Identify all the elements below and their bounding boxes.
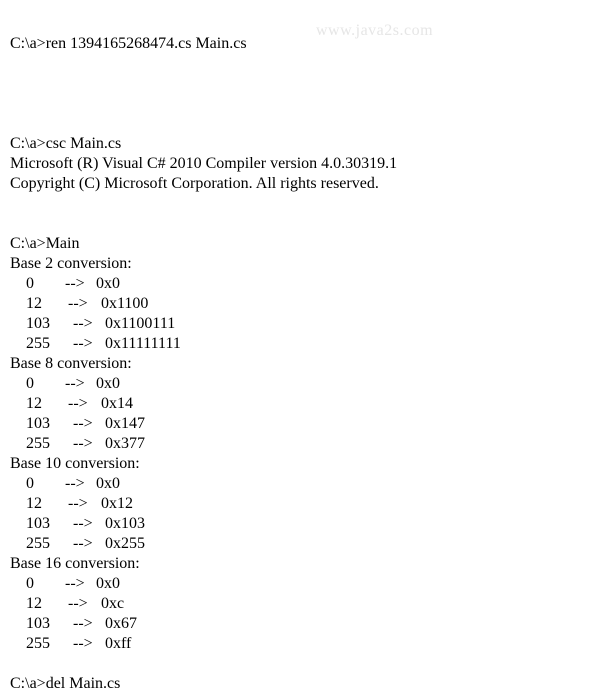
blank-line	[10, 214, 590, 234]
arrow-symbol: -->	[73, 315, 93, 332]
conversion-row	[10, 594, 590, 614]
arrow-symbol: -->	[68, 395, 88, 412]
conversion-row	[10, 334, 590, 354]
arrow-symbol: -->	[68, 595, 88, 612]
converted-value: 0x1100111	[105, 315, 176, 332]
input-number: 103	[26, 315, 50, 332]
conversion-row	[10, 274, 590, 294]
arrow-symbol: -->	[65, 275, 85, 292]
input-number: 255	[26, 535, 50, 552]
conversion-row	[10, 514, 590, 534]
blank-line	[10, 194, 590, 214]
conversion-heading: Base 8 conversion:	[10, 355, 132, 372]
input-number: 103	[26, 615, 50, 632]
arrow-symbol: -->	[68, 495, 88, 512]
arrow-symbol: -->	[73, 435, 93, 452]
arrow-symbol: -->	[65, 575, 85, 592]
conversion-heading: Base 2 conversion:	[10, 255, 132, 272]
conversion-row	[10, 374, 590, 394]
conversion-row	[10, 534, 590, 554]
conversion-row	[10, 314, 590, 334]
conversion-heading: Base 10 conversion:	[10, 455, 140, 472]
arrow-symbol: -->	[73, 635, 93, 652]
arrow-symbol: -->	[73, 615, 93, 632]
blank-line	[10, 74, 590, 94]
blank-line	[10, 54, 590, 74]
input-number: 12	[26, 595, 42, 612]
blank-line	[10, 654, 590, 674]
conversion-row	[10, 634, 590, 654]
arrow-symbol: -->	[73, 515, 93, 532]
conversion-row	[10, 574, 590, 594]
converted-value: 0x0	[96, 375, 120, 392]
input-number: 0	[26, 375, 34, 392]
arrow-symbol: -->	[73, 335, 93, 352]
converted-value: 0x11111111	[105, 335, 181, 352]
converted-value: 0x103	[105, 515, 145, 532]
converted-value: 0x12	[101, 495, 133, 512]
command-line-ren: C:\a>ren 1394165268474.cs Main.cs	[10, 35, 247, 52]
input-number: 255	[26, 335, 50, 352]
command-line-main: C:\a>Main	[10, 235, 80, 252]
conversion-row	[10, 394, 590, 414]
arrow-symbol: -->	[65, 375, 85, 392]
arrow-symbol: -->	[73, 535, 93, 552]
converted-value: 0xff	[105, 635, 132, 652]
input-number: 12	[26, 295, 42, 312]
input-number: 0	[26, 475, 34, 492]
conversion-row	[10, 414, 590, 434]
converted-value: 0x255	[105, 535, 145, 552]
converted-value: 0x0	[96, 475, 120, 492]
converted-value: 0x0	[96, 575, 120, 592]
console-output	[10, 34, 590, 694]
converted-value: 0x147	[105, 415, 145, 432]
watermark-text: www.java2s.com	[316, 22, 434, 39]
conversion-row	[10, 474, 590, 494]
input-number: 0	[26, 575, 34, 592]
converted-value: 0x14	[101, 395, 133, 412]
conversion-row	[10, 434, 590, 454]
input-number: 255	[26, 635, 50, 652]
input-number: 255	[26, 435, 50, 452]
converted-value: 0x67	[105, 615, 137, 632]
command-line-csc: C:\a>csc Main.cs	[10, 135, 122, 152]
compiler-copyright-line: Copyright (C) Microsoft Corporation. All rights reserved.	[10, 175, 379, 192]
arrow-symbol: -->	[68, 295, 88, 312]
converted-value: 0x0	[96, 275, 120, 292]
arrow-symbol: -->	[65, 475, 85, 492]
command-line-del: C:\a>del Main.cs	[10, 675, 121, 692]
input-number: 103	[26, 515, 50, 532]
converted-value: 0x1100	[101, 295, 149, 312]
converted-value: 0xc	[101, 595, 125, 612]
blank-line	[10, 114, 590, 134]
conversion-output	[10, 254, 590, 654]
compiler-version-line: Microsoft (R) Visual C# 2010 Compiler version 4.0.30319.1	[10, 155, 398, 172]
input-number: 103	[26, 415, 50, 432]
conversion-row	[10, 494, 590, 514]
blank-line	[10, 94, 590, 114]
arrow-symbol: -->	[73, 415, 93, 432]
input-number: 12	[26, 395, 42, 412]
conversion-heading: Base 16 conversion:	[10, 555, 140, 572]
conversion-row	[10, 614, 590, 634]
input-number: 0	[26, 275, 34, 292]
input-number: 12	[26, 495, 42, 512]
converted-value: 0x377	[105, 435, 145, 452]
conversion-row	[10, 294, 590, 314]
